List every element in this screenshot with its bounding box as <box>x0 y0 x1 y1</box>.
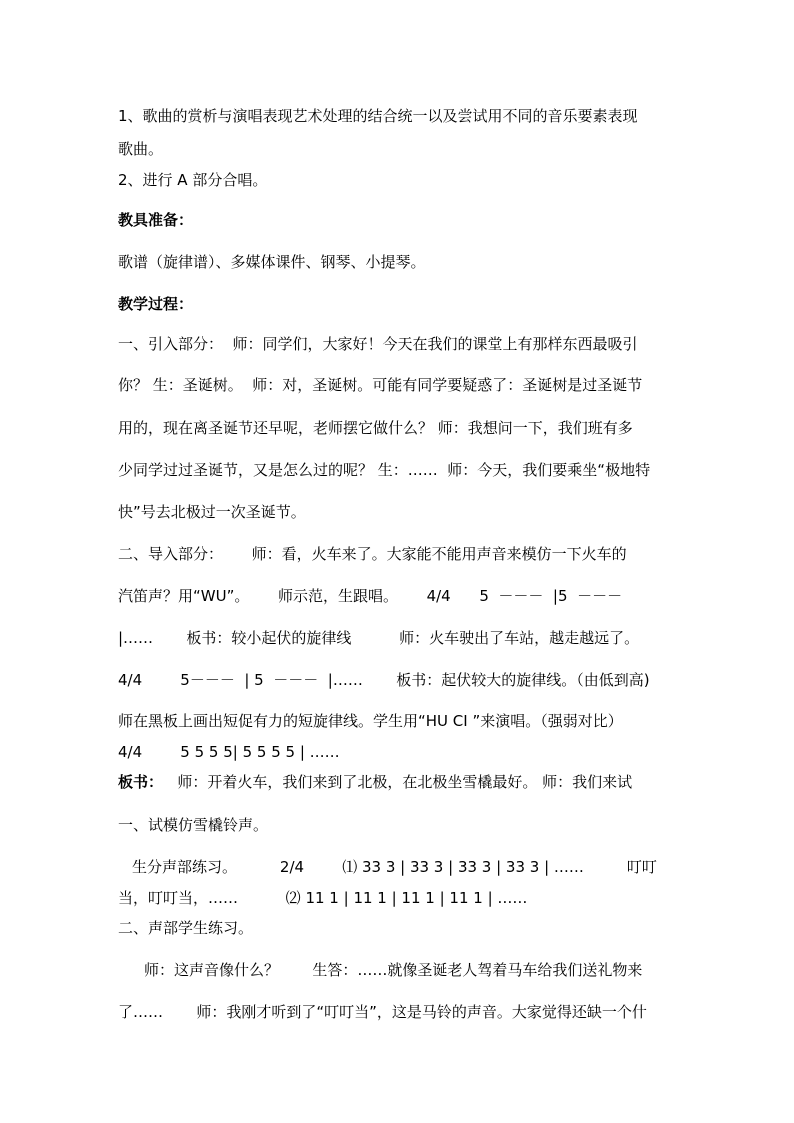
process-heading: 教学过程： <box>118 295 194 313</box>
part2-line-2: 汽笛声？用“WU”。 师示范，生跟唱。 4/4 5 －－－ |5 －－－ <box>118 587 623 605</box>
board-line-2: 一、试模仿雪橇铃声。 <box>118 816 269 834</box>
objective-line-2: 歌曲。 <box>118 140 164 158</box>
board-text: 师：开着火车，我们来到了北极，在北极坐雪橇最好。 师：我们来试 <box>163 773 633 791</box>
part1-line-4: 少同学过过圣诞节，又是怎么过的呢？ 生：…… 师：今天，我们要乘坐“极地特 <box>118 461 651 479</box>
objective-line-3: 2、进行 A 部分合唱。 <box>118 171 268 189</box>
vocal-line-3: 二、声部学生练习。 <box>118 919 254 937</box>
part2-line-1: 二、导入部分： 师：看，火车来了。大家能不能用声音来模仿一下火车的 <box>118 545 627 563</box>
prep-text: 歌谱（旋律谱）、多媒体课件、钢琴、小提琴。 <box>118 253 426 271</box>
part1-line-1: 一、引入部分： 师：同学们，大家好！今天在我们的课堂上有那样东西最吸引 <box>118 335 638 353</box>
part1-line-5: 快”号去北极过一次圣诞节。 <box>118 503 306 521</box>
dialog-line-2: 了…… 师：我刚才听到了“叮叮当”，这是马铃的声音。大家觉得还缺一个什 <box>118 1003 647 1021</box>
board-label: 板书： <box>118 773 164 791</box>
part1-line-2: 你？ 生：圣诞树。 师：对，圣诞树。可能有同学要疑惑了：圣诞树是过圣诞节 <box>118 376 643 394</box>
part2-line-3: |…… 板书：较小起伏的旋律线 师：火车驶出了车站，越走越远了。 <box>118 629 640 647</box>
dialog-line-1: 师：这声音像什么？ 生答：……就像圣诞老人驾着马车给我们送礼物来 <box>144 961 643 979</box>
prep-heading: 教具准备： <box>118 211 194 229</box>
vocal-line-1: 生分声部练习。 2/4 ⑴ 33 3 | 33 3 | 33 3 | 33 3 | …… 叮叮 <box>132 858 657 876</box>
part2-line-5: 师在黑板上画出短促有力的短旋律线。学生用“HU CI ”来演唱。（强弱对比） <box>118 712 623 730</box>
part1-line-3: 用的，现在离圣诞节还早呢，老师摆它做什么？ 师：我想问一下，我们班有多 <box>118 419 633 437</box>
board-line-1 <box>118 772 678 792</box>
vocal-line-2: 当，叮叮当，…… ⑵ 11 1 | 11 1 | 11 1 | 11 1 | …… <box>118 889 528 907</box>
part2-line-6: 4/4 5 5 5 5| 5 5 5 5 | …… <box>118 743 340 761</box>
objective-line-1: 1、歌曲的赏析与演唱表现艺术处理的结合统一以及尝试用不同的音乐要素表现 <box>118 107 638 125</box>
part2-line-4: 4/4 5－－－ | 5 －－－ |…… 板书：起伏较大的旋律线。（由低到高) <box>118 671 650 689</box>
